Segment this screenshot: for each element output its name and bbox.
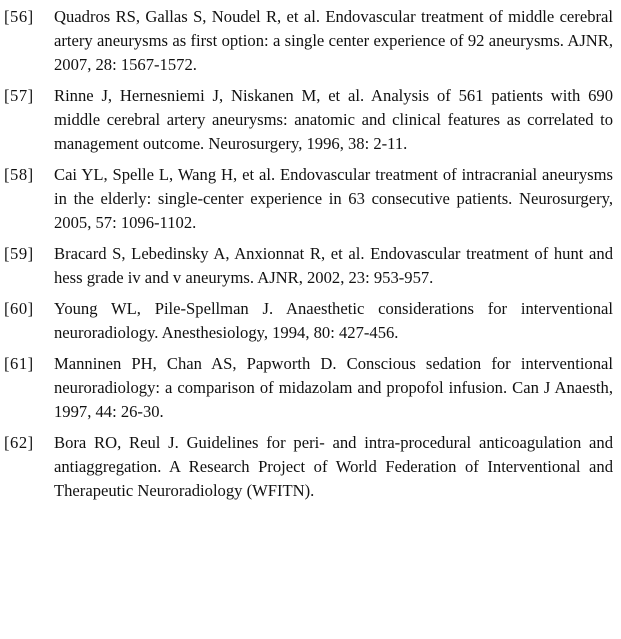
reference-number: [59] (4, 244, 34, 263)
reference-number: [60] (4, 299, 34, 318)
reference-item-56 (4, 5, 613, 77)
reference-number: [56] (4, 7, 34, 26)
reference-number: [57] (4, 86, 34, 105)
reference-number: [58] (4, 165, 34, 184)
reference-text: Bora RO, Reul J. Guidelines for peri- and intra-procedural anticoagulation and antiaggregation. A Research Project of World Federation of Interventional and Therapeutic Neuroradiology (WFITN). (54, 433, 613, 500)
reference-text: Cai YL, Spelle L, Wang H, et al. Endovascular treatment of intracranial aneurysms in the elderly: single-center experience in 63 consecutive patients. Neurosurgery, 2005, 57: 1096-1102. (54, 165, 613, 232)
reference-item-60 (4, 297, 613, 345)
reference-text: Rinne J, Hernesniemi J, Niskanen M, et al. Analysis of 561 patients with 690 middle cerebral artery aneurysms: anatomic and clinical features as correlated to management outcome. Neurosurgery, 1996, 38: 2-11. (54, 86, 613, 153)
reference-text: Young WL, Pile-Spellman J. Anaesthetic considerations for interventional neuroradiology. Anesthesiology, 1994, 80: 427-456. (54, 299, 613, 342)
reference-item-58 (4, 163, 613, 235)
reference-item-57 (4, 84, 613, 156)
reference-text: Bracard S, Lebedinsky A, Anxionnat R, et al. Endovascular treatment of hunt and hess grade iv and v aneuryms. AJNR, 2002, 23: 953-957. (54, 244, 613, 287)
reference-item-62 (4, 431, 613, 503)
reference-number: [61] (4, 354, 34, 373)
reference-number: [62] (4, 433, 34, 452)
reference-text: Manninen PH, Chan AS, Papworth D. Conscious sedation for interventional neuroradiology: a comparison of midazolam and propofol infusion. Can J Anaesth, 1997, 44: 26-30. (54, 354, 613, 421)
reference-item-59 (4, 242, 613, 290)
reference-text: Quadros RS, Gallas S, Noudel R, et al. Endovascular treatment of middle cerebral artery aneurysms as first option: a single center experience of 92 aneurysms. AJNR, 2007, 28: 1567-1572. (54, 7, 613, 74)
reference-item-61 (4, 352, 613, 424)
